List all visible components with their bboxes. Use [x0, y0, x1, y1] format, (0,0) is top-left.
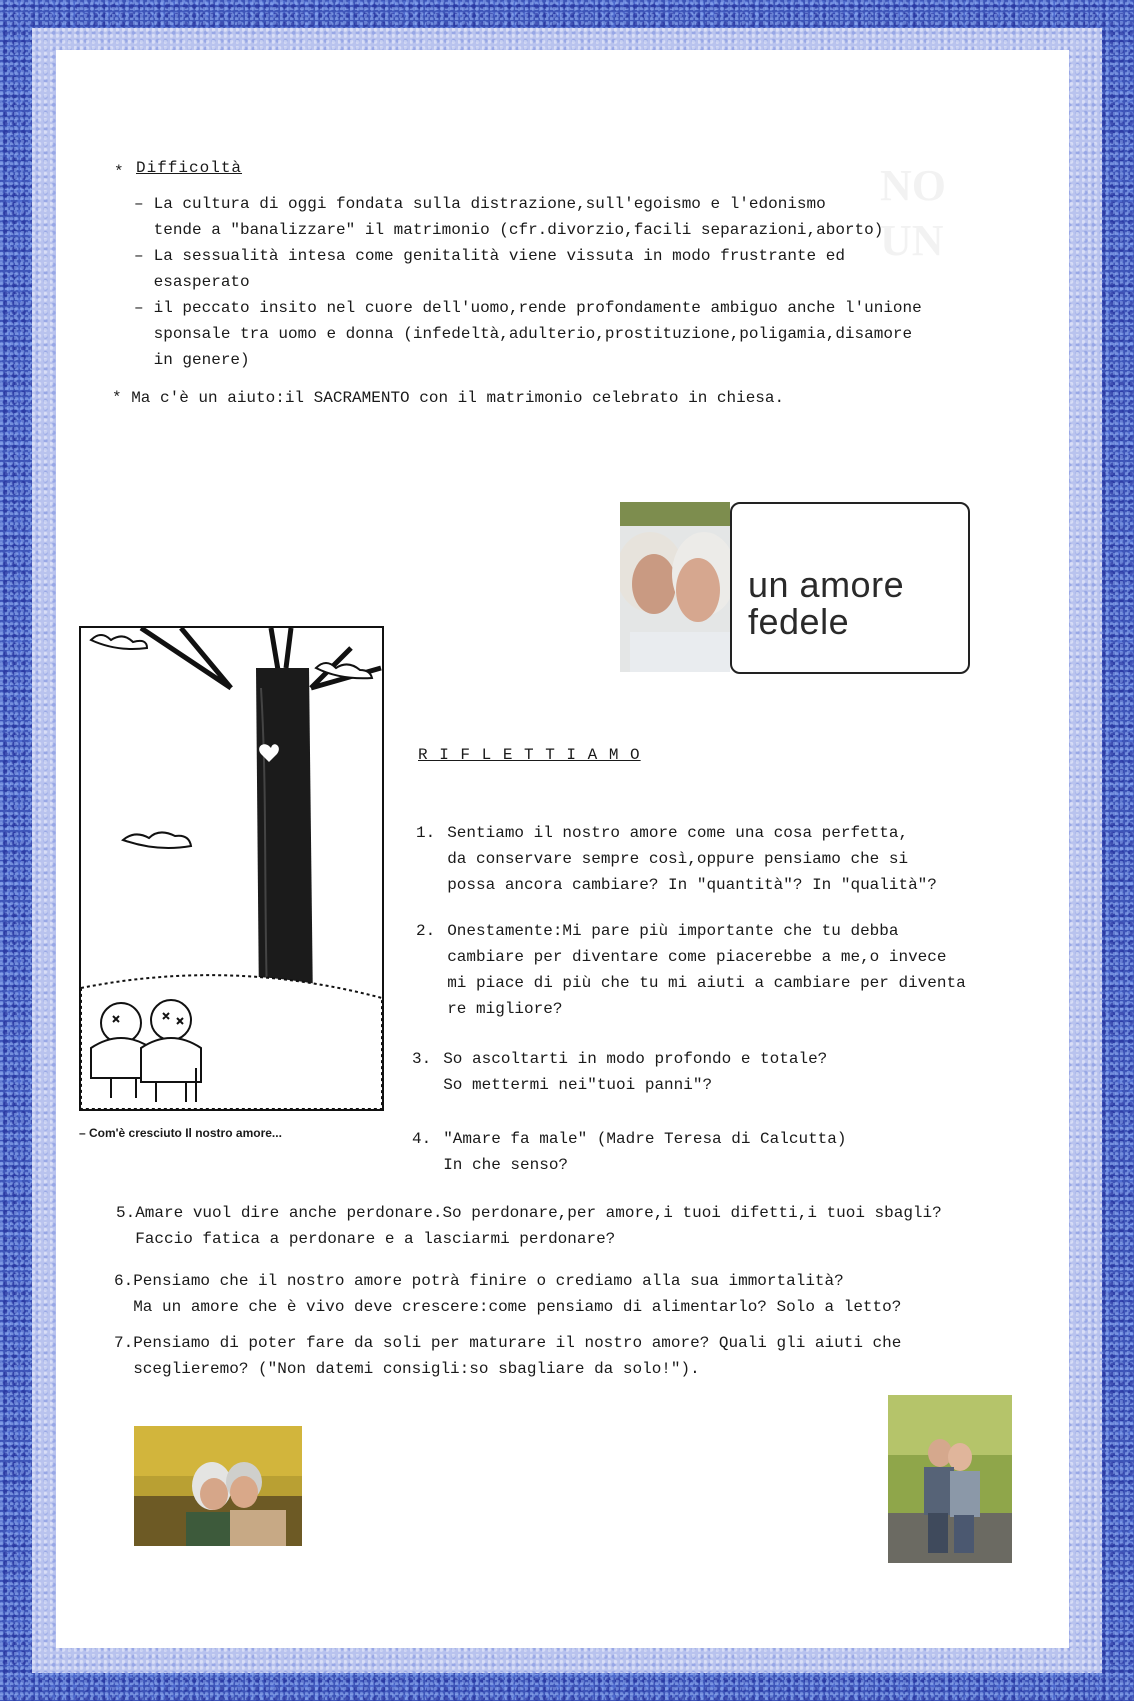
- question-7: 7.Pensiamo di poter fare da soli per maturare il nostro amore? Quali gli aiuti che sceglieremo? ("Non datemi consigli:so sbagliare da solo!").: [114, 1334, 902, 1378]
- reflection-heading: R I F L E T T I A M O: [418, 746, 641, 764]
- photo-card: [620, 502, 968, 674]
- list-item: – La cultura di oggi fondata sulla distrazione,sull'egoismo e l'edonismo tende a "banalizzare" il matrimonio (cfr.divorzio,facili separazioni,aborto): [134, 195, 884, 239]
- autumn-couple-image: [134, 1426, 302, 1546]
- tree-cartoon: [79, 626, 384, 1111]
- help-note: * Ma c'è un aiuto:il SACRAMENTO con il matrimonio celebrato in chiesa.: [112, 389, 785, 407]
- list-item: – il peccato insito nel cuore dell'uomo,rende profondamente ambiguo anche l'unione sponsale tra uomo e donna (infedeltà,adulterio,prostituzione,poligamia,disamore in genere): [134, 299, 922, 369]
- question-1: 1. Sentiamo il nostro amore come una cosa perfetta, da conservare sempre così,oppure pensiamo che si possa ancora cambiare? In "quantità"? In "qualità"?: [416, 824, 937, 894]
- couple-faces-image: [620, 502, 730, 672]
- couple-photo-left: [134, 1426, 302, 1546]
- park-couple-image: [888, 1395, 1012, 1563]
- difficulty-heading: Difficoltà: [136, 159, 243, 177]
- question-6: 6.Pensiamo che il nostro amore potrà finire o crediamo alla sua immortalità? Ma un amore che è vivo deve crescere:come pensiamo di alimentarlo? Solo a letto?: [114, 1272, 902, 1316]
- question-2: 2. Onestamente:Mi pare più importante che tu debba cambiare per diventare come piacerebbe a me,o invece mi piace di più che tu mi aiuti a cambiare per diventa re migliore?: [416, 922, 966, 1018]
- cartoon-caption: – Com'è cresciuto Il nostro amore...: [79, 1126, 282, 1140]
- list-item: – La sessualità intesa come genitalità viene vissuta in modo frustrante ed esasperato: [134, 247, 845, 291]
- question-3: 3. So ascoltarti in modo profondo e totale? So mettermi nei"tuoi panni"?: [412, 1050, 828, 1094]
- bullet-star: *: [114, 163, 124, 181]
- question-4: 4. "Amare fa male" (Madre Teresa di Calcutta) In che senso?: [412, 1130, 847, 1174]
- couple-photo-right: [888, 1395, 1012, 1563]
- difficulty-list: [134, 191, 922, 373]
- question-5: 5.Amare vuol dire anche perdonare.So perdonare,per amore,i tuoi difetti,i tuoi sbagli? Faccio fatica a perdonare e a lasciarmi perdonare?: [116, 1204, 942, 1248]
- tree-illustration: [81, 628, 382, 1109]
- card-title: un amore fedele: [748, 564, 905, 642]
- elderly-couple-photo: [620, 502, 730, 672]
